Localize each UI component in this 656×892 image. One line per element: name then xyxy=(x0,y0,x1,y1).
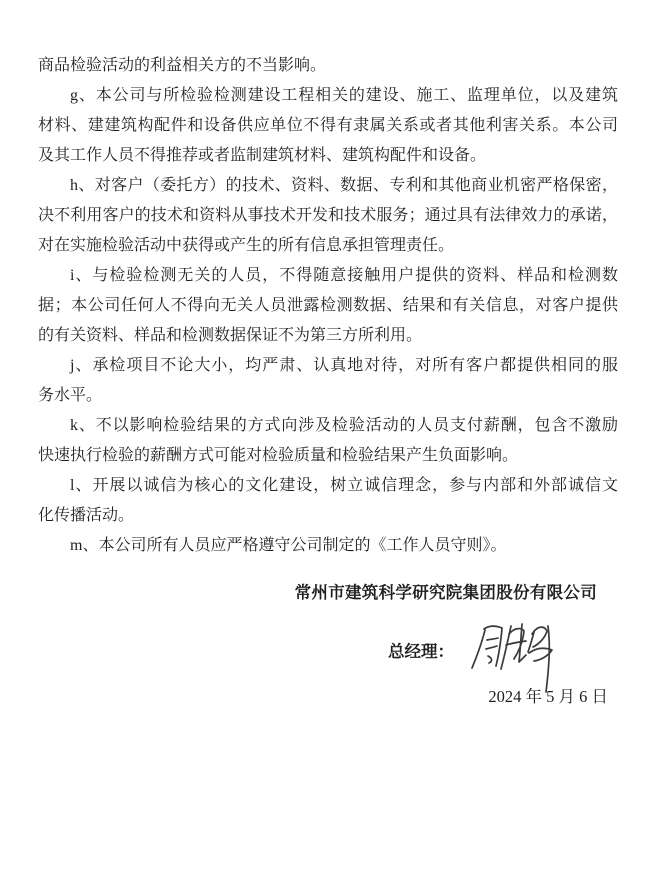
company-name: 常州市建筑科学研究院集团股份有限公司 xyxy=(294,583,597,602)
text-line: 及其工作人员不得推荐或者监制建筑材料、建筑构配件和设备。 xyxy=(38,147,487,164)
text-line: g、本公司与所检验检测建设工程相关的建设、施工、监理单位，以及建筑 xyxy=(70,87,618,104)
text-line: 的有关资料、样品和检测数据保证不为第三方所利用。 xyxy=(38,327,423,344)
text-line: 材料、建建筑构配件和设备供应单位不得有隶属关系或者其他利害关系。本公司 xyxy=(38,117,618,134)
handwritten-signature-icon xyxy=(464,614,568,696)
text-line: 商品检验活动的利益相关方的不当影响。 xyxy=(38,57,327,74)
text-line: 快速执行检验的薪酬方式可能对检验质量和检验结果产生负面影响。 xyxy=(38,447,519,464)
signer-title-label: 总经理： xyxy=(388,642,454,661)
text-line: i、与检验检测无关的人员，不得随意接触用户提供的资料、样品和检测数 xyxy=(70,267,618,284)
text-line: m、本公司所有人员应严格遵守公司制定的《工作人员守则》。 xyxy=(70,537,507,554)
text-line: h、对客户（委托方）的技术、资料、数据、专利和其他商业机密严格保密， xyxy=(70,177,618,194)
body-text xyxy=(38,51,618,561)
text-line: j、承检项目不论大小，均严肃、认真地对待，对所有客户都提供相同的服 xyxy=(70,357,618,374)
text-line: k、不以影响检验结果的方式向涉及检验活动的人员支付薪酬，包含不激励 xyxy=(70,417,618,434)
text-line: 务水平。 xyxy=(38,387,103,404)
text-line: 化传播活动。 xyxy=(38,507,135,524)
date-line: 2024 年 5 月 6 日 xyxy=(488,687,608,706)
text-line: 据；本公司任何人不得向无关人员泄露检测数据、结果和有关信息，对客户提供 xyxy=(38,297,618,314)
text-line: 决不利用客户的技术和资料从事技术开发和技术服务；通过具有法律效力的承诺， xyxy=(38,207,618,224)
text-line: 对在实施检验活动中获得或产生的所有信息承担管理责任。 xyxy=(38,237,455,254)
text-line: l、开展以诚信为核心的文化建设，树立诚信理念，参与内部和外部诚信文 xyxy=(70,477,618,494)
